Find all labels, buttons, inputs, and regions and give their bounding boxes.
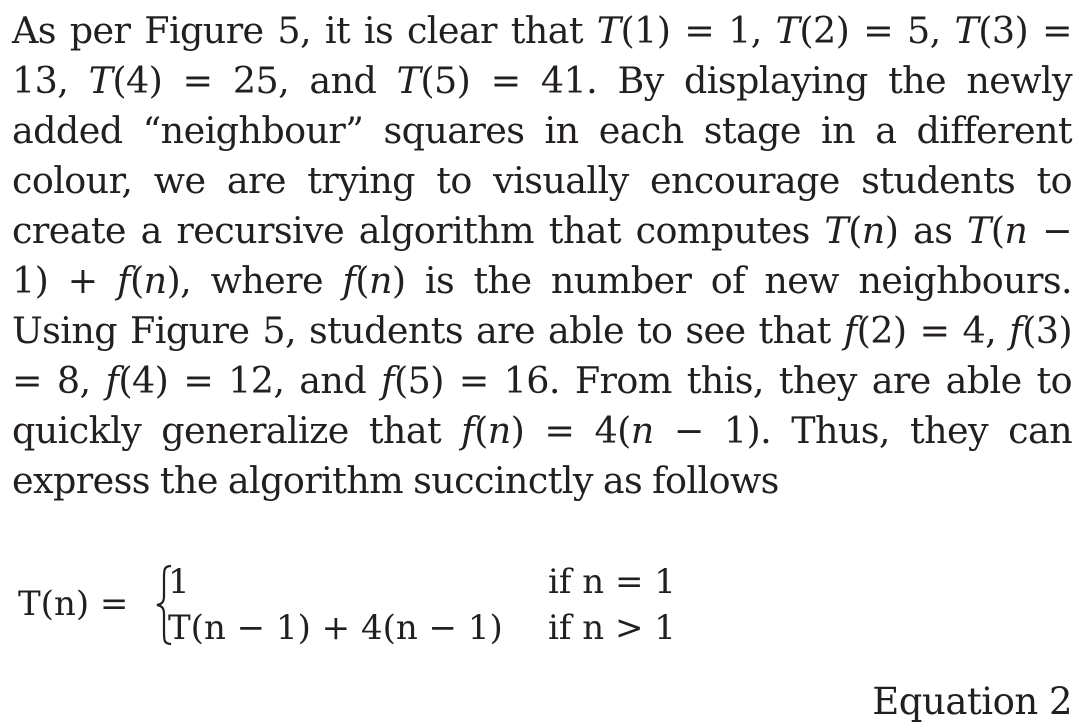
equation-case-2-expression: T(n − 1) + 4(n − 1) xyxy=(168,608,503,648)
math-symbol-f: f xyxy=(843,309,857,352)
text-run: ( xyxy=(848,209,862,252)
text-run: ) = 4( xyxy=(510,409,631,452)
equation-label: Equation 2 xyxy=(872,680,1072,723)
text-run: ( xyxy=(990,209,1005,252)
text-run: ( xyxy=(474,409,488,452)
math-symbol-T: T xyxy=(596,9,621,52)
math-symbol-T: T xyxy=(954,9,979,52)
math-symbol-n: n xyxy=(1004,209,1028,252)
text-run: ) is the number of new neighbours. Using Figure 5, students are able to see that xyxy=(12,259,1073,352)
piecewise-equation xyxy=(18,562,718,652)
math-symbol-f: f xyxy=(342,259,356,302)
text-run: ), where xyxy=(166,259,343,302)
text-run: − 1). Thus, they can express the algorithm succinctly as follows xyxy=(12,409,1073,502)
text-run: (3) = 8, xyxy=(12,309,1072,402)
text-run: (5) = 41. By displaying the newly added “neighbour” squares in each stage in a different colour, we are trying to visually encourage students to create a recursive algorithm that computes xyxy=(12,59,1073,252)
math-symbol-n: n xyxy=(368,259,392,302)
equation-lhs: T(n) = xyxy=(18,584,129,624)
math-symbol-n: n xyxy=(630,409,654,452)
math-symbol-f: f xyxy=(105,359,119,402)
math-symbol-f: f xyxy=(117,259,130,302)
text-run: (1) = 1, xyxy=(620,9,776,52)
text-run: (5) = 16. From this, they are able to quickly generalize that xyxy=(12,359,1072,452)
text-run: As per Figure 5, it is clear that xyxy=(12,9,597,52)
equation-case-1-expression: 1 xyxy=(168,562,190,602)
math-symbol-T: T xyxy=(824,209,849,252)
text-run: (2) = 5, xyxy=(799,9,955,52)
text-run: − 1) + xyxy=(12,209,1072,302)
math-symbol-T: T xyxy=(775,9,800,52)
text-run: ( xyxy=(355,259,369,302)
math-symbol-T: T xyxy=(967,209,991,252)
math-symbol-T: T xyxy=(88,59,113,102)
equation-case-1-condition: if n = 1 xyxy=(548,562,676,602)
text-run: (4) = 12, and xyxy=(118,359,382,402)
text-run: ( xyxy=(129,259,144,302)
text-run: (3) = 13, xyxy=(12,9,1072,102)
math-symbol-T: T xyxy=(396,59,421,102)
body-paragraph xyxy=(12,6,1072,506)
text-run: (2) = 4, xyxy=(856,309,1010,352)
math-symbol-f: f xyxy=(1009,309,1023,352)
text-run: ) as xyxy=(884,209,968,252)
equation-case-2-condition: if n > 1 xyxy=(548,608,676,648)
math-symbol-f: f xyxy=(381,359,394,402)
math-symbol-f: f xyxy=(461,409,475,452)
text-run: (4) = 25, and xyxy=(112,59,397,102)
math-symbol-n: n xyxy=(487,409,511,452)
math-symbol-n: n xyxy=(861,209,885,252)
math-symbol-n: n xyxy=(143,259,167,302)
